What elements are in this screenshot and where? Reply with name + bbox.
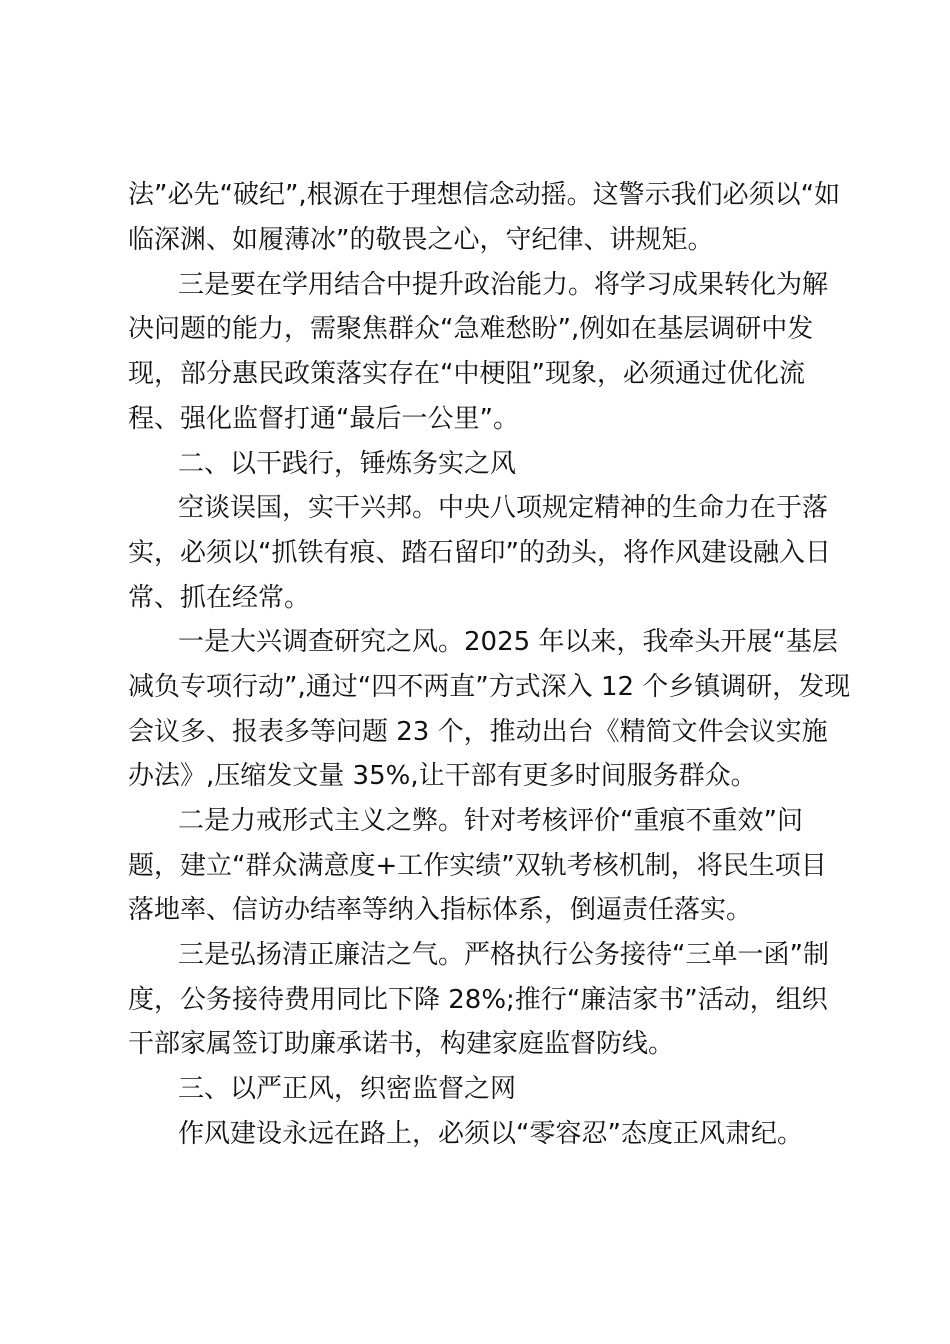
paragraph-line: 决问题的能力，需聚焦群众“急难愁盼”,例如在基层调研中发 (128, 314, 814, 344)
paragraph-line: 法”必先“破纪”,根源在于理想信念动摇。这警示我们必须以“如 (128, 180, 841, 210)
section-heading: 三、以严正风，织密监督之网 (178, 1074, 517, 1104)
paragraph-line: 会议多、报表多等问题 23 个，推动出台《精简文件会议实施 (128, 717, 828, 747)
paragraph-line: 办法》,压缩发文量 35%,让干部有更多时间服务群众。 (128, 761, 757, 791)
paragraph-line: 常、抓在经常。 (128, 583, 311, 613)
paragraph-line: 空谈误国，实干兴邦。中央八项规定精神的生命力在于落 (178, 493, 829, 523)
paragraph-line: 三是弘扬清正廉洁之气。严格执行公务接待“三单一函”制 (178, 940, 829, 970)
paragraph-line: 减负专项行动”,通过“四不两直”方式深入 12 个乡镇调研，发现 (128, 672, 851, 702)
paragraph-line: 实，必须以“抓铁有痕、踏石留印”的劲头，将作风建设融入日 (128, 538, 831, 568)
paragraph-line: 临深渊、如履薄冰”的敬畏之心，守纪律、讲规矩。 (128, 225, 714, 255)
paragraph-line: 一是大兴调查研究之风。2025 年以来，我牵头开展“基层 (178, 627, 838, 657)
paragraph-line: 作风建设永远在路上，必须以“零容忍”态度正风肃纪。 (178, 1119, 803, 1149)
paragraph-line: 落地率、信访办结率等纳入指标体系，倒逼责任落实。 (128, 895, 753, 925)
paragraph-line: 题，建立“群众满意度+工作实绩”双轨考核机制，将民生项目 (128, 851, 827, 881)
section-heading: 二、以干践行，锤炼务实之风 (178, 449, 517, 479)
paragraph-line: 二是力戒形式主义之弊。针对考核评价“重痕不重效”问 (178, 806, 803, 836)
paragraph-line: 度，公务接待费用同比下降 28%;推行“廉洁家书”活动，组织 (128, 985, 828, 1015)
paragraph-line: 现，部分惠民政策落实存在“中梗阻”现象，必须通过优化流 (128, 359, 805, 389)
paragraph-line: 三是要在学用结合中提升政治能力。将学习成果转化为解 (178, 270, 829, 300)
paragraph-line: 干部家属签订助廉承诺书，构建家庭监督防线。 (128, 1029, 675, 1059)
paragraph-line: 程、强化监督打通“最后一公里”。 (128, 404, 519, 434)
